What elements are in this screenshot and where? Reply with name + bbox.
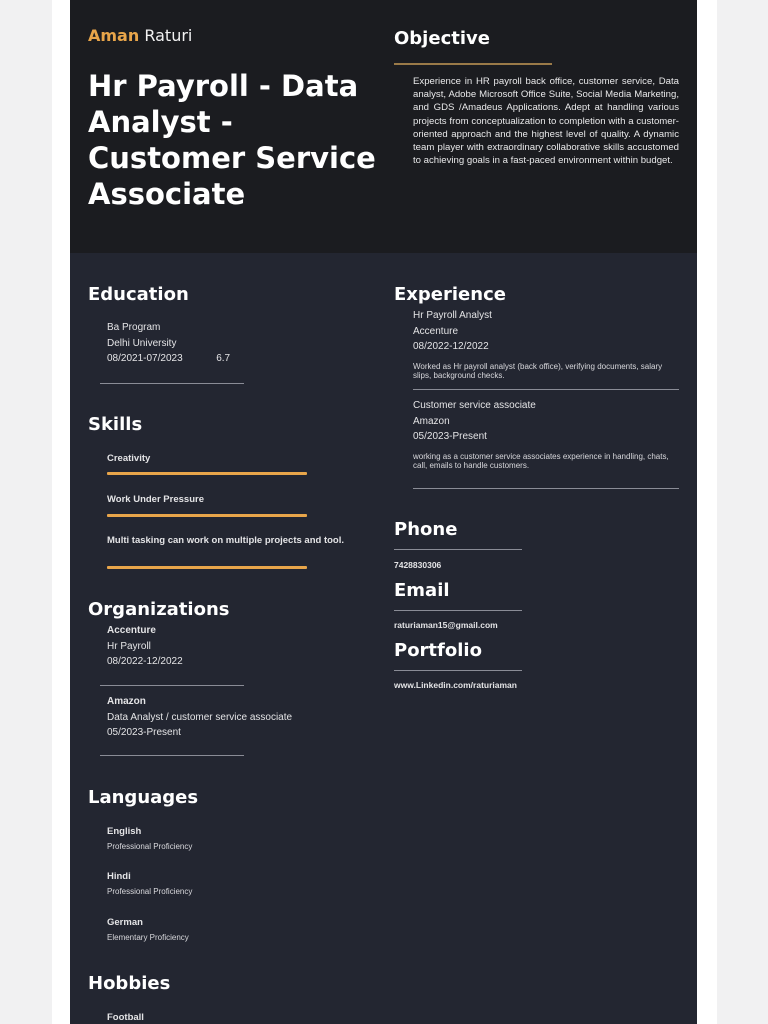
organization-divider xyxy=(100,685,244,686)
portfolio-divider xyxy=(394,670,522,671)
experience-entry xyxy=(413,400,536,447)
education-entry xyxy=(107,322,230,369)
experience-company: Amazon xyxy=(413,415,450,427)
organization-role: Data Analyst / customer service associate xyxy=(107,711,293,723)
skill-bar xyxy=(107,472,307,475)
experience-company: Accenture xyxy=(413,325,459,337)
experience-description: Worked as Hr payroll analyst (back office), verifying documents, salary slips, background checks. xyxy=(413,362,663,380)
organization-entry xyxy=(107,625,183,672)
language-level: Elementary Proficiency xyxy=(107,933,189,942)
candidate-name xyxy=(88,26,192,45)
experience-divider xyxy=(413,389,679,390)
organization-dates: 05/2023-Present xyxy=(107,727,181,738)
objective-underline xyxy=(394,63,552,65)
phone-value[interactable]: 7428830306 xyxy=(394,560,442,570)
portfolio-heading: Portfolio xyxy=(394,640,482,661)
page-margin-left xyxy=(52,0,70,1024)
experience-description: working as a customer service associates experience in handling, chats, call, emails to handle customers. xyxy=(413,452,669,470)
language-name: English xyxy=(107,826,142,837)
organizations-heading: Organizations xyxy=(88,599,230,620)
skills-heading: Skills xyxy=(88,414,143,435)
experience-heading: Experience xyxy=(394,284,506,305)
page-margin-right xyxy=(697,0,717,1024)
language-level: Professional Proficiency xyxy=(107,842,193,851)
email-heading: Email xyxy=(394,580,450,601)
phone-heading: Phone xyxy=(394,519,458,540)
education-dates-row xyxy=(107,353,230,369)
email-value[interactable]: raturiaman15@gmail.com xyxy=(394,620,498,630)
hobbies-heading: Hobbies xyxy=(88,973,171,994)
language-name: Hindi xyxy=(107,871,131,882)
experience-role: Customer service associate xyxy=(413,400,536,411)
job-title: Hr Payroll - Data Analyst - Customer Service Associate xyxy=(88,69,376,211)
phone-divider xyxy=(394,549,522,550)
skill-label: Multi tasking can work on multiple projects and tool. xyxy=(107,535,344,546)
objective-heading: Objective xyxy=(394,28,490,49)
objective-text: Experience in HR payroll back office, customer service, Data analyst, Adobe Microsoft Office Suite, Social Media Marketing, and GDS /Amadeus Applications. Adept at handling various projects from conceptualization to completion with a customer-oriented approach and the highest level of quality. A dynamic team player with extraordinary collaborative skills accustomed to achieving goals in a fast-paced environment within budget. xyxy=(413,76,679,167)
last-name: Raturi xyxy=(144,26,193,45)
skill-label: Work Under Pressure xyxy=(107,494,204,505)
skill-bar xyxy=(107,566,307,569)
resume-document xyxy=(70,0,697,1024)
organization-role: Hr Payroll xyxy=(107,640,151,652)
organization-divider xyxy=(100,755,244,756)
resume-header xyxy=(70,0,697,253)
portfolio-link[interactable]: www.Linkedin.com/raturiaman xyxy=(394,680,517,690)
organization-dates: 08/2022-12/2022 xyxy=(107,656,183,667)
education-heading: Education xyxy=(88,284,189,305)
languages-heading: Languages xyxy=(88,787,199,808)
organization-name: Accenture xyxy=(107,625,156,636)
education-program: Ba Program xyxy=(107,322,161,333)
organization-name: Amazon xyxy=(107,696,146,707)
email-divider xyxy=(394,610,522,611)
education-dates: 08/2021-07/2023 xyxy=(107,353,183,364)
experience-role: Hr Payroll Analyst xyxy=(413,310,492,321)
education-divider xyxy=(100,383,244,384)
language-level: Professional Proficiency xyxy=(107,887,193,896)
first-name: Aman xyxy=(88,26,140,45)
experience-divider xyxy=(413,488,679,489)
hobby-item: Football xyxy=(107,1012,144,1023)
experience-dates: 08/2022-12/2022 xyxy=(413,341,489,352)
education-grade: 6.7 xyxy=(216,353,231,364)
experience-dates: 05/2023-Present xyxy=(413,431,487,442)
experience-entry xyxy=(413,310,492,357)
language-name: German xyxy=(107,917,143,928)
skill-label: Creativity xyxy=(107,453,151,464)
organization-entry xyxy=(107,696,292,743)
skill-bar xyxy=(107,514,307,517)
education-school: Delhi University xyxy=(107,337,177,349)
